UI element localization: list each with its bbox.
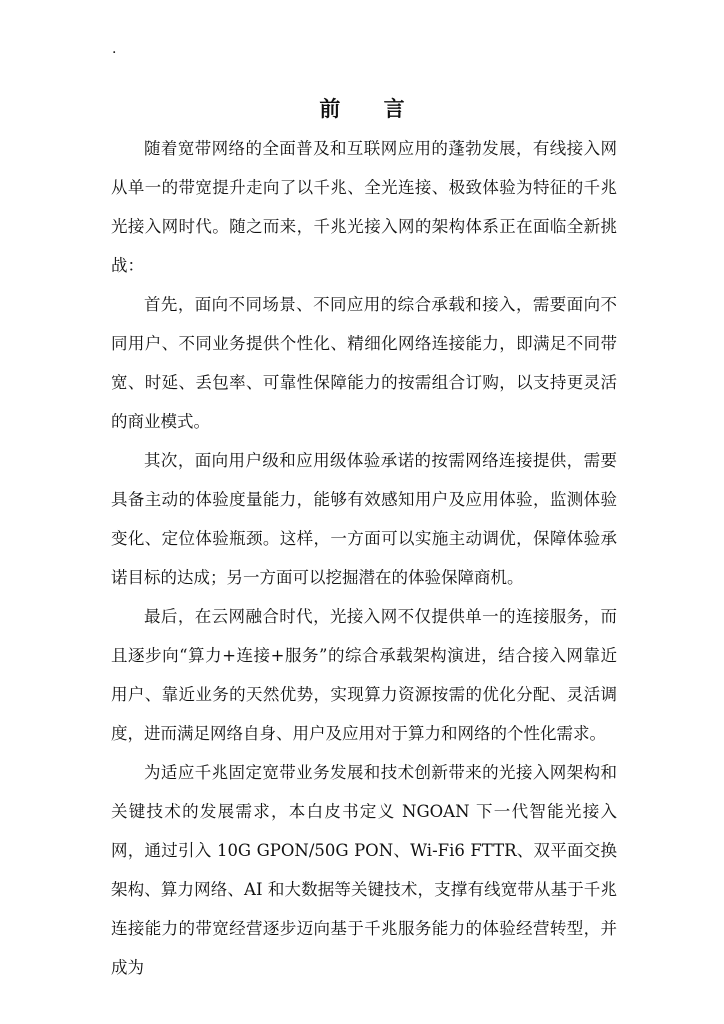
paragraph-scope: 为适应千兆固定宽带业务发展和技术创新带来的光接入网架构和关键技术的发展需求，本白皮书定义 NGOAN 下一代智能光接入网，通过引入 10G GPON/50G PON、Wi-Fi6 FTTR、双平面交换架构、算力网络、AI 和大数据等关键技术，支撑有线宽带从基于千兆连接能力的带宽经营逐步迈向基于千兆服务能力的体验经营转型，并成为 [111,763,617,977]
page-title: 前 言 [319,97,423,121]
paragraph-second: 其次，面向用户级和应用级体验承诺的按需网络连接提供，需要具备主动的体验度量能力，能够有效感知用户及应用体验，监测体验变化、定位体验瓶颈。这样，一方面可以实施主动调优，保障体验承诺目标的达成；另一方面可以挖掘潜在的体验保障商机。 [111,451,617,587]
paragraph-intro: 随着宽带网络的全面普及和互联网应用的蓬勃发展，有线接入网从单一的带宽提升走向了以千兆、全光连接、极致体验为特征的千兆光接入网时代。随之而来，千兆光接入网的架构体系正在面临全新挑战： [111,139,617,275]
page-mark: · [112,45,117,61]
paragraph-first: 首先，面向不同场景、不同应用的综合承载和接入，需要面向不同用户、不同业务提供个性化、精细化网络连接能力，即满足不同带宽、时延、丢包率、可靠性保障能力的按需组合订购，以支持更灵活的商业模式。 [111,295,617,431]
document-body [111,129,617,987]
paragraph-last: 最后，在云网融合时代，光接入网不仅提供单一的连接服务，而且逐步向“算力+连接+服务”的综合承载架构演进，结合接入网靠近用户、靠近业务的天然优势，实现算力资源按需的优化分配、灵活调度，进而满足网络自身、用户及应用对于算力和网络的个性化需求。 [111,607,617,743]
